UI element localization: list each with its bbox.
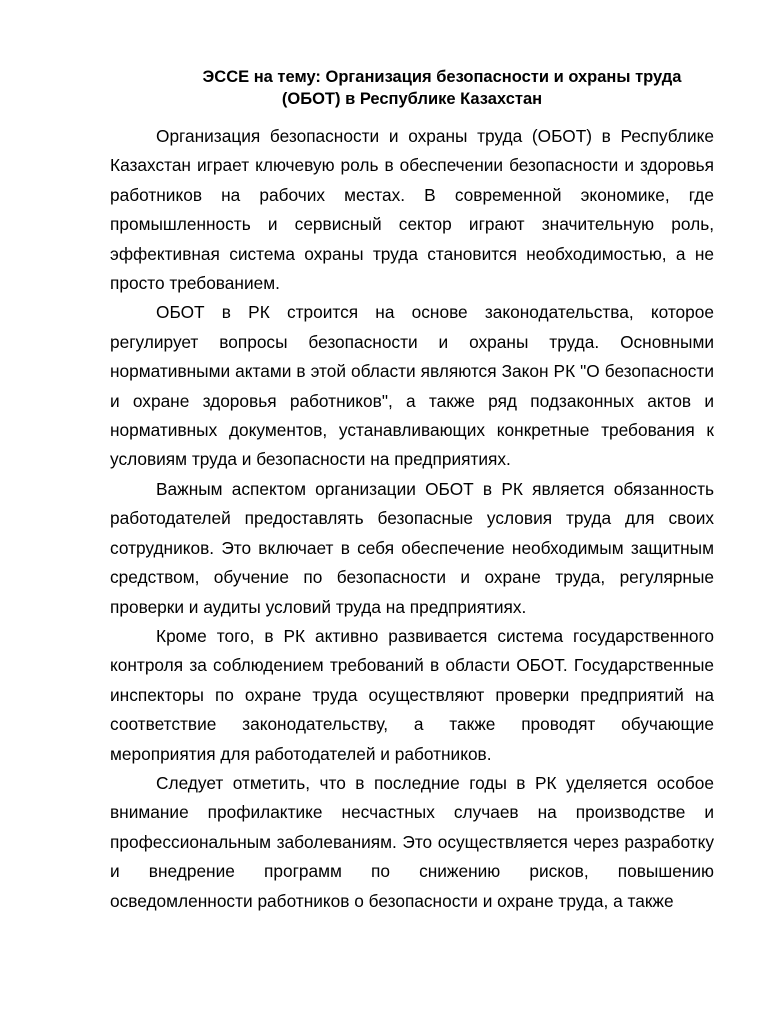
essay-body — [110, 122, 714, 916]
essay-title — [110, 66, 714, 110]
paragraph-intro: Организация безопасности и охраны труда (ОБОТ) в Республике Казахстан играет ключевую роль в обеспечении безопасности и здоровья работников на рабочих местах. В современной экономике, где промышленность и сервисный сектор играют значительную роль, эффективная система охраны труда становится необходимостью, а не просто требованием. — [110, 126, 714, 294]
essay-title-line-2: (ОБОТ) в Республике Казахстан — [281, 90, 543, 108]
essay-title-line-1: ЭССЕ на тему: Организация безопасности и охраны труда — [202, 68, 682, 86]
paragraph-state-control: Кроме того, в РК активно развивается система государственного контроля за соблюдением требований в области ОБОТ. Государственные инспекторы по охране труда осуществляют проверки предприятий на соответствие законодательству, а также проводят обучающие мероприятия для работодателей и работников. — [110, 625, 714, 764]
paragraph-prevention: Следует отметить, что в последние годы в РК уделяется особое внимание профилактике несчастных случаев на производстве и профессиональным заболеваниям. Это осуществляется через разработку и внедрение программ по снижению рисков, повышению осведомленности работников о безопасности и охране труда, а также — [110, 772, 714, 911]
paragraph-legislation: ОБОТ в РК строится на основе законодательства, которое регулирует вопросы безопасности и охраны труда. Основными нормативными актами в этой области являются Закон РК "О безопасности и охране здоровья работников", а также ряд подзаконных актов и нормативных документов, устанавливающих конкретные требования к условиям труда и безопасности на предприятиях. — [110, 302, 714, 470]
paragraph-employer-duties: Важным аспектом организации ОБОТ в РК является обязанность работодателей предоставлять безопасные условия труда для своих сотрудников. Это включает в себя обеспечение необходимым защитным средством, обучение по безопасности и охране труда, регулярные проверки и аудиты условий труда на предприятиях. — [110, 478, 714, 617]
